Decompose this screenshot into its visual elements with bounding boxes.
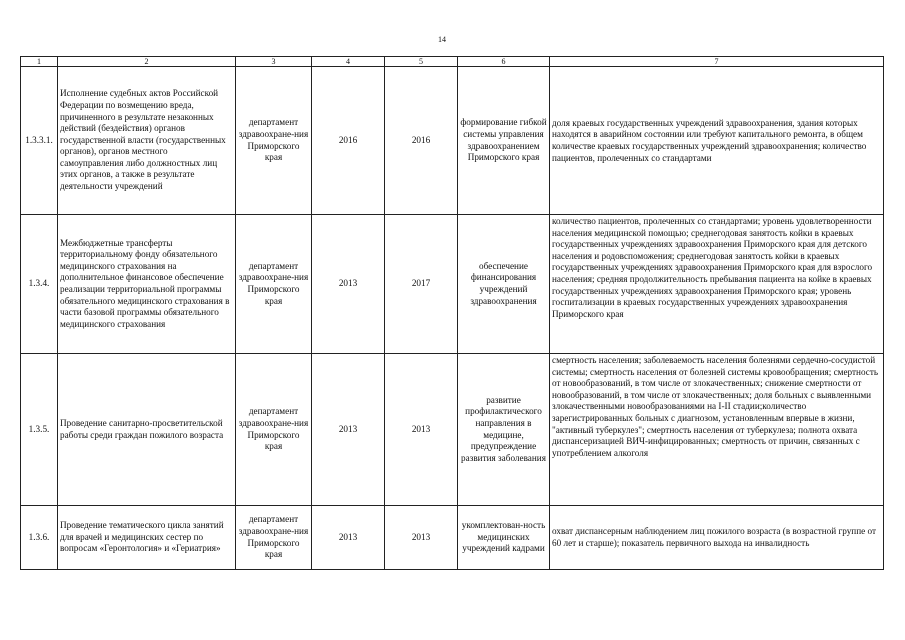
column-number-header: 2 (58, 57, 236, 67)
start-year: 2013 (312, 506, 385, 570)
executor: департамент здравоохране-ния Приморского края (236, 354, 312, 506)
start-year: 2013 (312, 354, 385, 506)
column-number-header: 1 (21, 57, 58, 67)
expected-result: обеспечение финансирования учреждений здравоохранения (458, 215, 550, 354)
column-number-row (21, 57, 884, 67)
start-year: 2013 (312, 215, 385, 354)
activity-name: Межбюджетные трансферты территориальному фонду обязательного медицинского страхования на дополнительное финансовое обеспечение реализации территориальной программы обязательного медицинского страхования в части базовой программы обязательного медицинского страхования (58, 215, 236, 354)
row-number: 1.3.4. (21, 215, 58, 354)
indicators: охват диспансерным наблюдением лиц пожилого возраста (в возрастной группе от 60 лет и старше); показатель первичного выхода на инвалидность (550, 506, 884, 570)
column-number-header: 6 (458, 57, 550, 67)
end-year: 2013 (385, 506, 458, 570)
column-number-header: 5 (385, 57, 458, 67)
indicators: доля краевых государственных учреждений здравоохранения, здания которых находятся в аварийном состоянии или требуют капитального ремонта, в общем количестве краевых государственных учреждений здравоохранения; количество пациентов, пролеченных со стандартами (550, 67, 884, 215)
table-row (21, 506, 884, 570)
row-number: 1.3.5. (21, 354, 58, 506)
executor: департамент здравоохране-ния Приморского края (236, 67, 312, 215)
activity-name: Исполнение судебных актов Российской Федерации по возмещению вреда, причиненного в результате незаконных действий (бездействия) органов государственной власти (государственных органов), органов местного самоуправления либо должностных лиц этих органов, а также в результате деятельности учреждений (58, 67, 236, 215)
expected-result: укомплектован-ность медицинских учреждений кадрами (458, 506, 550, 570)
end-year: 2016 (385, 67, 458, 215)
end-year: 2013 (385, 354, 458, 506)
executor: департамент здравоохране-ния Приморского края (236, 215, 312, 354)
row-number: 1.3.3.1. (21, 67, 58, 215)
start-year: 2016 (312, 67, 385, 215)
page-number: 14 (438, 35, 446, 44)
end-year: 2017 (385, 215, 458, 354)
table-row (21, 215, 884, 354)
activity-name: Проведение тематического цикла занятий для врачей и медицинских сестер по вопросам «Геронтология» и «Гериатрия» (58, 506, 236, 570)
column-number-header: 3 (236, 57, 312, 67)
row-number: 1.3.6. (21, 506, 58, 570)
table-row (21, 67, 884, 215)
column-number-header: 4 (312, 57, 385, 67)
program-activities-table (20, 56, 884, 570)
executor: департамент здравоохране-ния Приморского края (236, 506, 312, 570)
indicators: смертность населения; заболеваемость населения болезнями сердечно-сосудистой системы; смертность населения от болезней системы кровообращения; смертность от новообразований, в том числе от злокачественных; снижение смертности от новообразований, в том числе от злокачественных; доля больных с выявленными злокачественными новообразованиями на I-II стадии;количество зарегистрированных больных с диагнозом, установленным впервые в жизни, "активный туберкулез"; смертность населения от туберкулеза; полнота охвата диспансеризацией ВИЧ-инфицированных; смертность от причин, связанных с употреблением алкоголя (550, 354, 884, 506)
activity-name: Проведение санитарно-просветительской работы среди граждан пожилого возраста (58, 354, 236, 506)
column-number-header: 7 (550, 57, 884, 67)
table-row (21, 354, 884, 506)
expected-result: формирование гибкой системы управления здравоохранением Приморского края (458, 67, 550, 215)
expected-result: развитие профилактического направления в медицине, предупреждение развития заболевания (458, 354, 550, 506)
indicators: количество пациентов, пролеченных со стандартами; уровень удовлетворенности населения медицинской помощью; среднегодовая занятость койки в краевых государственных учреждениях здравоохранения Приморского края для детского населения и родовспоможения; среднегодовая занятость койки в краевых государственных учреждениях здравоохранения Приморского края для взрослого населения; средняя продолжительность пребывания пациента на койке в краевых государственных учреждениях здравоохранения Приморского края; уровень госпитализации в краевых государственных учреждениях здравоохранения Приморского края (550, 215, 884, 354)
